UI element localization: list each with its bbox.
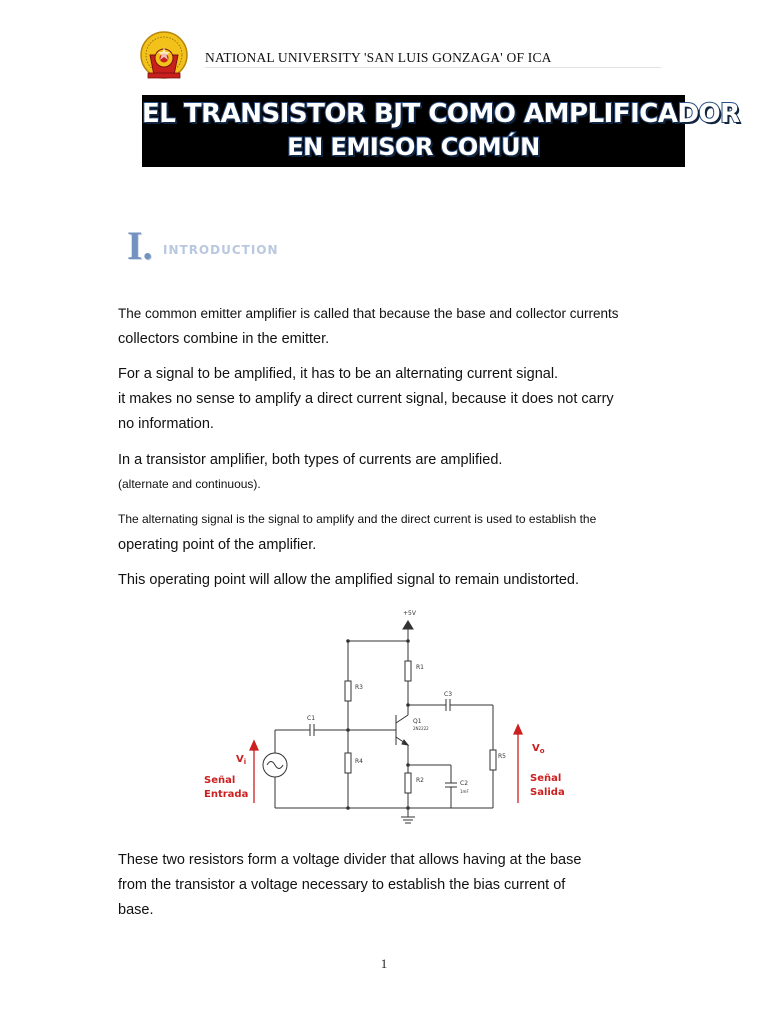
input-signal-label-1: Señal [204,775,236,786]
r3-label: R3 [355,684,363,691]
r1-label: R1 [416,664,424,671]
r5-label: R5 [498,753,506,760]
common-emitter-circuit-diagram [200,605,580,835]
r2-label: R2 [416,777,424,784]
paragraph-6-line-3: base. [118,902,154,918]
university-seal-icon [134,25,194,81]
paragraph-1-line-1: The common emitter amplifier is called that because the base and collector currents [118,306,619,321]
paragraph-5-line-1: This operating point will allow the amplified signal to remain undistorted. [118,572,580,588]
c3-label: C3 [444,691,453,698]
paragraph-2-line-1: For a signal to be amplified, it has to be an alternating current signal. [118,366,559,382]
section-title: INTRODUCTION [163,243,279,257]
c1-label: C1 [307,715,316,722]
title-banner [142,95,740,167]
paragraph-4-line-2: operating point of the amplifier. [118,537,317,553]
q1-label: Q1 [413,718,422,725]
banner-title-line2: EN EMISOR COMÚN [287,133,540,161]
header-divider [205,67,661,68]
output-signal-label-1: Señal [530,773,562,784]
c2-value: 1mF [460,789,469,794]
q1-model: 2N2222 [413,726,429,731]
paragraph-2-line-3: no information. [118,416,214,432]
section-number: I. [127,223,153,268]
paragraph-2-line-2: it makes no sense to amplify a direct current signal, because it does not carry [118,391,614,407]
paragraph-6-line-1: These two resistors form a voltage divider that allows having at the base [118,852,582,868]
paragraph-1-line-2: collectors combine in the emitter. [118,331,330,347]
c2-label: C2 [460,780,469,787]
supply-label: +5V [403,610,416,617]
output-signal-label-2: Salida [530,787,565,798]
banner-title-line1: EL TRANSISTOR BJT COMO AMPLIFICADOR [142,99,740,129]
r4-label: R4 [355,758,363,765]
page-number: 1 [380,956,388,971]
paragraph-6-line-2: from the transistor a voltage necessary to establish the bias current of [118,877,566,893]
vi-label: $V_i$ [236,754,247,766]
input-signal-label-2: Entrada [204,789,249,800]
university-name: NATIONAL UNIVERSITY 'SAN LUIS GONZAGA' OF ICA [205,50,552,65]
vo-label: $V_o$ [532,743,545,755]
paragraph-3-line-2: (alternate and continuous). [118,477,261,491]
paragraph-3-line-1: In a transistor amplifier, both types of currents are amplified. [118,452,503,468]
paragraph-4-line-1: The alternating signal is the signal to amplify and the direct current is used to establish the [118,512,597,526]
